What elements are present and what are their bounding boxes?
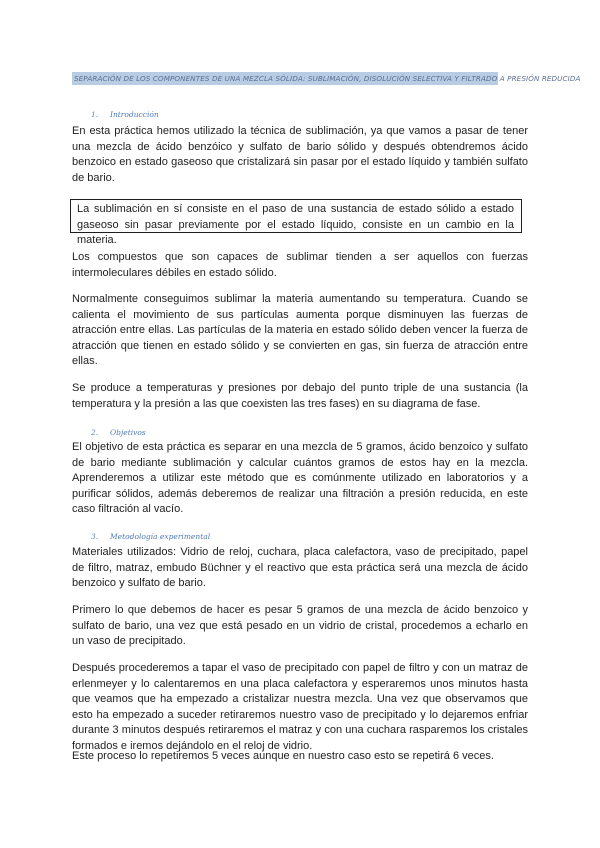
metodologia-paragraph-2: Primero lo que debemos de hacer es pesar 5 gramos de una mezcla de ácido benzoico y sulfato de bario, una vez que está pesado en un vidrio de cristal, procedemos a echarlo en un vaso de precipitado. — [72, 604, 528, 648]
document-title: SEPARACIÓN DE LOS COMPONENTES DE UNA MEZCLA SÓLIDA: SUBLIMACIÓN, DISOLUCIÓN SELECTIVA Y FILTRADO A PRESIÓN REDUCIDA — [74, 74, 581, 83]
intro-paragraph-1: En esta práctica hemos utilizado la técnica de sublimación, ya que vamos a pasar de tener una mezcla de ácido benzóico y sulfato de bario sólido y después obtendremos ácido benzoico en estado gaseoso que cristalizará sin pasar por el estado líquido y también sulfato de bario. — [72, 125, 528, 184]
section-heading-metodologia — [91, 532, 210, 541]
section-number: 3. — [91, 532, 99, 541]
definition-box — [70, 199, 522, 247]
metodologia-paragraph-3: Después procederemos a tapar el vaso de precipitado con papel de filtro y con un matraz de erlenmeyer y lo calentaremos en una placa calefactora y esperaremos unos minutos hasta que veamos que ha empezado a cristalizar nuestra mezcla. Una vez que observamos que esto ha empezado a suceder retiraremos nuestro vaso de precipitado y lo dejaremos enfriar durante 3 minutos después retiraremos el matraz y con una cuchara rasparemos los cristales formados e iremos dejándolo en el reloj de vidrio. — [72, 662, 528, 752]
metodologia-paragraph-1: Materiales utilizados: Vidrio de reloj, cuchara, placa calefactora, vaso de precipitado, papel de filtro, matraz, embudo Büchner y el reactivo que esta práctica será una mezcla de ácido benzoico y sulfato de bario. — [72, 546, 528, 590]
intro-paragraph-3: Normalmente conseguimos sublimar la materia aumentando su temperatura. Cuando se calienta el movimiento de sus partículas aumenta porque disminuyen las fuerzas de atracción entre ellas. Las partículas de la materia en estado sólido deben vencer la fuerza de atracción que tienen en estado sólido y se convierten en gas, sin fuerza de atracción entre ellas. — [72, 293, 528, 368]
definition-text: La sublimación en sí consiste en el paso de una sustancia de estado sólido a estado gaseoso sin pasar previamente por el estado líquido, consiste en un cambio en la materia. — [77, 203, 514, 247]
intro-paragraph-4: Se produce a temperaturas y presiones por debajo del punto triple de una sustancia (la temperatura y la presión a las que coexisten las tres fases) en su diagrama de fase. — [72, 382, 528, 410]
section-title: Introducción — [110, 110, 159, 119]
section-heading-objetivos — [91, 428, 146, 437]
section-title: Metodología experimental — [110, 532, 211, 541]
section-heading-introduccion — [91, 110, 159, 119]
section-number: 1. — [91, 110, 99, 119]
intro-paragraph-2: Los compuestos que son capaces de sublimar tienden a ser aquellos con fuerzas intermoleculares débiles en estado sólido. — [72, 251, 528, 279]
section-number: 2. — [91, 428, 99, 437]
section-title: Objetivos — [110, 428, 146, 437]
metodologia-paragraph-4: Este proceso lo repetiremos 5 veces aunque en nuestro caso esto se repetirá 6 veces. — [72, 750, 494, 762]
objetivos-paragraph: El objetivo de esta práctica es separar en una mezcla de 5 gramos, ácido benzoico y sulfato de bario mediante sublimación y calcular cuántos gramos de estos hay en la mezcla. Aprenderemos a utilizar este método que es comúnmente utilizado en laboratorios y a purificar sólidos, además deberemos de realizar una filtración a presión reducida, en este caso filtración al vacío. — [72, 441, 528, 516]
